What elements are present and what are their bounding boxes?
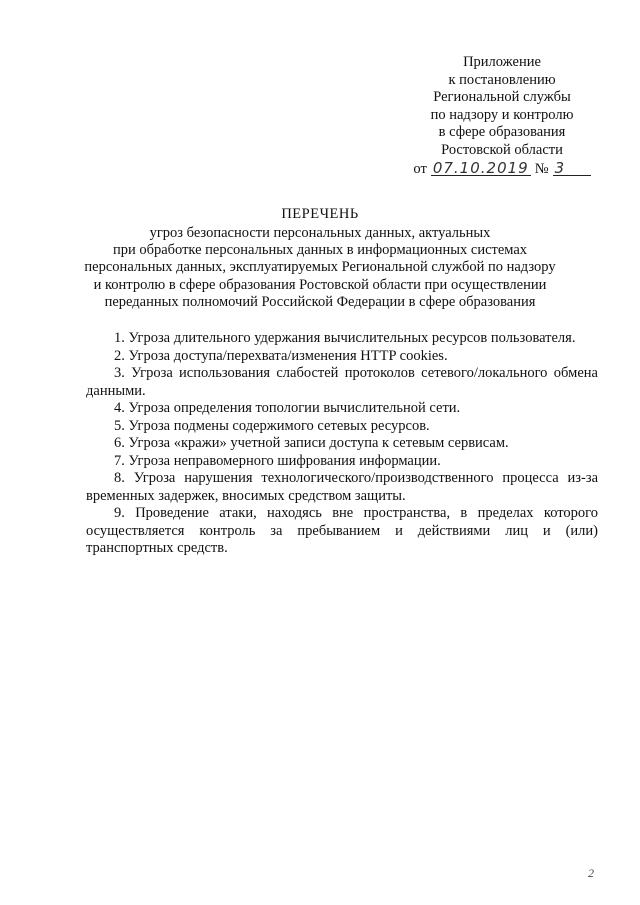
document-subtitle <box>60 225 580 311</box>
subtitle-line: переданных полномочий Российской Федерации в сфере образования <box>104 293 536 310</box>
list-item: 9. Проведение атаки, находясь вне пространства, в пределах которого осуществляется контроль за пребыванием и действиями лиц и (или) транспортных средств. <box>86 505 598 556</box>
decree-date-line <box>412 158 592 179</box>
threat-list <box>86 330 598 558</box>
list-item: 7. Угроза неправомерного шифрования информации. <box>114 452 441 469</box>
appendix-line: по надзору и контролю <box>430 106 574 123</box>
appendix-line: Приложение <box>463 54 541 70</box>
list-item: 4. Угроза определения топологии вычислительной сети. <box>114 400 461 416</box>
list-item: 5. Угроза подмены содержимого сетевых ресурсов. <box>114 417 430 434</box>
appendix-block <box>412 54 592 178</box>
number-label: № <box>534 160 549 177</box>
appendix-line: Региональной службы <box>433 89 571 106</box>
handwritten-date: 07.10.2019 <box>432 158 529 177</box>
list-item: 6. Угроза «кражи» учетной записи доступа к сетевым сервисам. <box>114 435 509 451</box>
date-prefix: от <box>413 160 427 177</box>
subtitle-line: при обработке персональных данных в информационных системах <box>112 242 528 259</box>
appendix-line: Ростовской области <box>441 141 563 158</box>
subtitle-line: персональных данных, эксплуатируемых Региональной службой по надзору <box>84 259 556 276</box>
handwritten-number: 3 <box>553 161 591 176</box>
list-item: 8. Угроза нарушения технологического/производственного процесса из-за временных задержек, вносимых средством защиты. <box>86 470 598 504</box>
subtitle-line: и контролю в сфере образования Ростовской области при осуществлении <box>93 276 547 293</box>
list-item: 2. Угроза доступа/перехвата/изменения HTTP cookies. <box>114 347 448 364</box>
subtitle-line: угроз безопасности персональных данных, актуальных <box>149 225 491 241</box>
appendix-line: в сфере образования <box>438 124 566 141</box>
list-item: 3. Угроза использования слабостей протоколов сетевого/локального обмена данными. <box>86 365 598 399</box>
appendix-line: к постановлению <box>448 71 556 88</box>
list-item: 1. Угроза длительного удержания вычислительных ресурсов пользователя. <box>114 330 576 346</box>
document-title: ПЕРЕЧЕНЬ <box>281 206 359 222</box>
page-number: 2 <box>588 866 594 880</box>
